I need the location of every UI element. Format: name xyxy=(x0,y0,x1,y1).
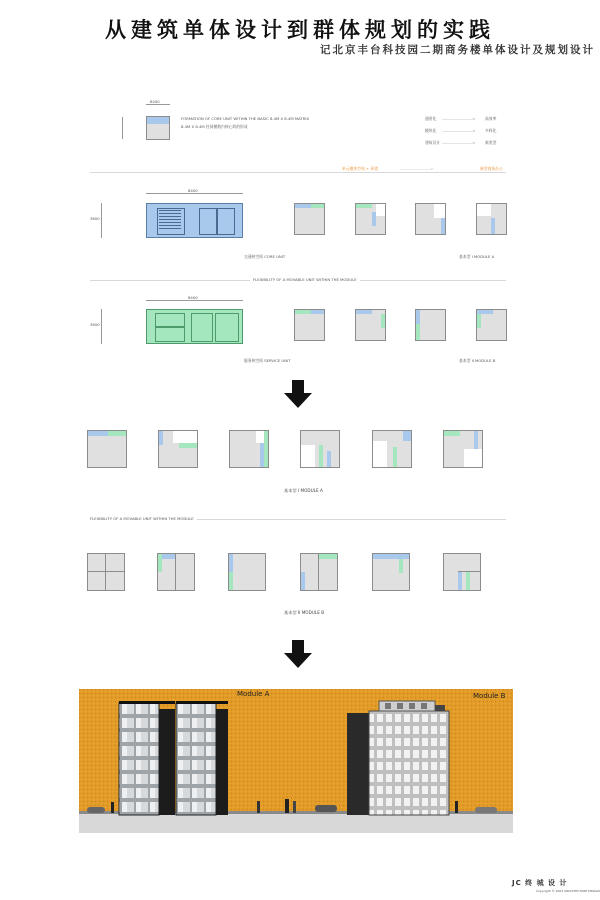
building-module-a xyxy=(119,701,228,815)
copyright-text: Copyright © 2003 ARCHITECTURE DESIGN xyxy=(536,889,600,893)
formation-text-cn: 8.4M X 8.4M 柱网模数内核心筒的形成 xyxy=(181,124,248,129)
core-strip xyxy=(147,117,169,124)
module-b-variant xyxy=(415,309,446,341)
dimension-label: 3600 xyxy=(90,216,100,221)
service-room xyxy=(215,313,239,342)
dimension-line xyxy=(146,300,243,301)
legend-arrow: ――――――――> xyxy=(442,140,476,145)
module-b-render-label: Module B xyxy=(473,692,506,700)
dimension-line xyxy=(146,193,243,194)
dimension-label: 8400 xyxy=(188,295,198,300)
building-module-b xyxy=(347,701,449,815)
service-unit-plan xyxy=(146,309,243,344)
module-a-large xyxy=(87,430,127,468)
service-caption: 服务核空间 SERVICE UNIT xyxy=(244,358,291,363)
formation-text-en: FORMATION OF CORE UNIT WITHIN THE BASIC 8.4M X 8.4M MATRIX xyxy=(181,116,310,121)
dimension-line xyxy=(101,309,102,344)
down-arrow-icon xyxy=(284,640,312,668)
dimension-label: 8400 xyxy=(188,188,198,193)
flex-note-2: FLEXIBILITY OF A MOVABLE UNIT WITHIN THE MODULE xyxy=(90,516,197,521)
building-rendering xyxy=(79,689,513,833)
legend-right-2: 多样化 xyxy=(485,128,497,133)
core-unit-plan xyxy=(146,203,243,238)
service-room xyxy=(191,313,213,342)
legend-bottom-right: 新型商务办公 xyxy=(480,166,503,171)
module-b-caption-top: 基本型 II MODULE B xyxy=(459,358,496,363)
down-arrow-icon xyxy=(284,380,312,408)
module-a-large xyxy=(158,430,198,468)
elevator-1 xyxy=(199,208,217,235)
core-caption: 交通核空间 CORE UNIT xyxy=(244,254,286,259)
module-b-large xyxy=(372,553,410,591)
legend-right-1: 高效率 xyxy=(485,116,497,121)
dimension-line xyxy=(146,104,170,105)
matrix-square xyxy=(146,116,170,140)
toilet-room xyxy=(155,313,185,327)
legend-bottom-left: 单元模块空间 + 环境 xyxy=(342,166,378,171)
module-a-large xyxy=(300,430,340,468)
module-a-large xyxy=(229,430,269,468)
toilet-room xyxy=(155,327,185,342)
legend-left-3: 建筑设计 xyxy=(425,140,441,145)
module-b-large xyxy=(443,553,481,591)
dimension-label: 8400 xyxy=(150,99,160,104)
module-a-caption-top: 基本型 I MODULE A xyxy=(459,254,495,259)
module-b-large xyxy=(157,553,195,591)
dimension-line xyxy=(101,203,102,238)
module-a-variant xyxy=(415,203,446,235)
legend-arrow: ――――――――> xyxy=(442,128,476,133)
module-a-caption: 基本型 I MODULE A xyxy=(284,488,323,493)
studio-mark: JC 终 城 设 计 xyxy=(512,879,568,887)
module-b-large xyxy=(228,553,266,591)
legend-left-1: 通用化 xyxy=(425,116,437,121)
module-a-large xyxy=(372,430,412,468)
module-b-large xyxy=(87,553,125,591)
stair xyxy=(157,208,185,235)
legend-left-2: 模块化 xyxy=(425,128,437,133)
dimension-label: 3600 xyxy=(90,322,100,327)
legend-arrow: ――――――――> xyxy=(442,116,476,121)
module-a-variant xyxy=(355,203,386,235)
module-b-variant xyxy=(476,309,507,341)
module-b-variant xyxy=(294,309,325,341)
rendering-image xyxy=(79,689,513,833)
module-b-caption: 基本型 II MODULE B xyxy=(284,610,325,615)
page-title: 从建筑单体设计到群体规划的实践 xyxy=(105,18,495,42)
flex-note-1: FLEXIBILITY OF A MOVABLE UNIT WITHIN THE MODULE xyxy=(250,277,360,282)
module-a-render-label: Module A xyxy=(237,690,270,698)
dimension-line xyxy=(122,117,123,139)
page-subtitle: 记北京丰台科技园二期商务楼单体设计及规划设计 xyxy=(320,44,595,56)
module-a-large xyxy=(443,430,483,468)
legend-right-3: 新类型 xyxy=(485,140,497,145)
module-b-large xyxy=(300,553,338,591)
module-a-variant xyxy=(476,203,507,235)
divider xyxy=(90,172,506,173)
module-b-variant xyxy=(355,309,386,341)
elevator-2 xyxy=(217,208,235,235)
module-a-variant xyxy=(294,203,325,235)
legend-arrow: ――――――――> xyxy=(400,166,434,171)
